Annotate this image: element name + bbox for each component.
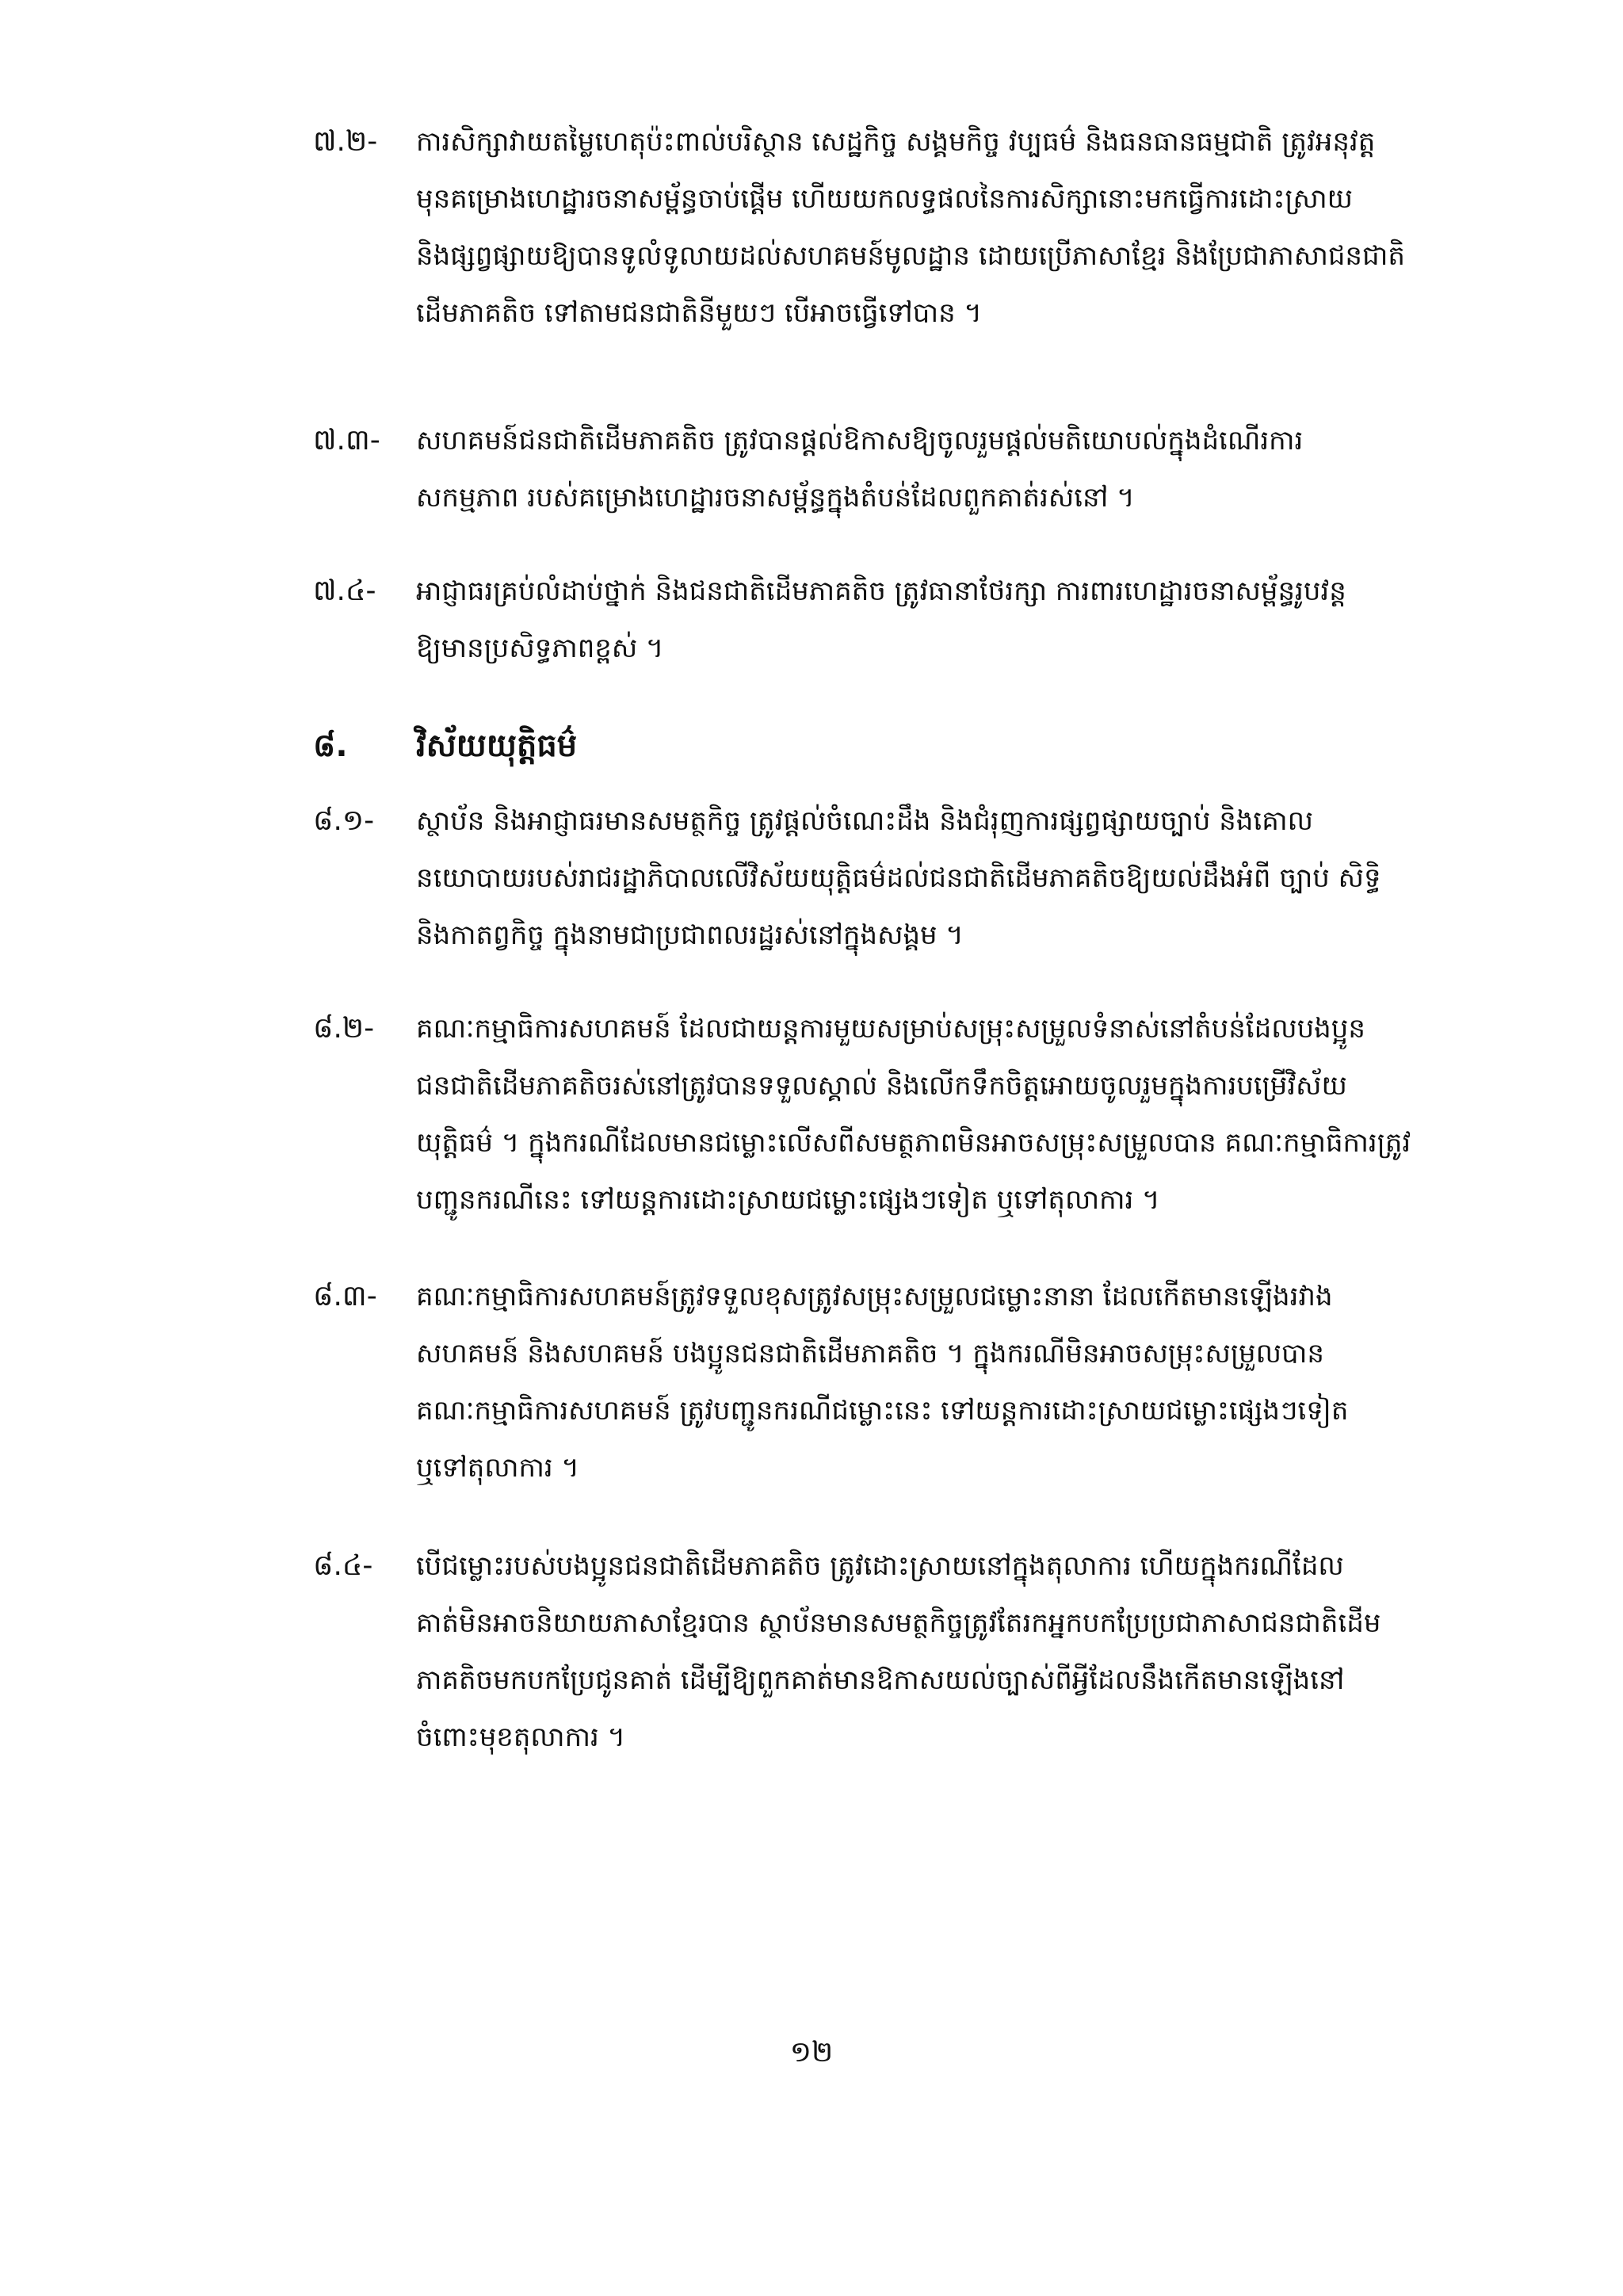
section-number: ៧.២- bbox=[313, 125, 378, 158]
section-text bbox=[416, 563, 1470, 677]
text-line: ការសិក្សាវាយតម្លៃហេតុប៉ះពាល់បរិស្ថាន សេដ្ឋកិច្ច សង្គមកិច្ច វប្បធម៌ និងធនធានធម្មជាតិ ត្រូវអនុវត្ត bbox=[416, 126, 1376, 158]
text-line: គណៈកម្មាធិការសហគមន៍ ត្រូវបញ្ជូនករណីជម្លោះនេះ ទៅយន្តការដោះស្រាយជម្លោះផ្សេងៗទៀត bbox=[416, 1395, 1349, 1427]
section-text bbox=[416, 113, 1470, 342]
section-number: ៨.១- bbox=[313, 804, 375, 837]
section-text bbox=[416, 1000, 1470, 1228]
section-text bbox=[416, 412, 1470, 526]
text-line: និងផ្សព្វផ្សាយឱ្យបានទូលំទូលាយដល់សហគមន៍មូលដ្ឋាន ដោយប្រើភាសាខ្មែរ និងប្រែជាភាសាជនជាតិ bbox=[416, 240, 1405, 272]
text-line: សកម្មភាព របស់គម្រោងហេដ្ឋារចនាសម្ព័ន្ធក្នុងតំបន់ដែលពួកគាត់រស់នៅ ។ bbox=[416, 482, 1135, 514]
section-text bbox=[416, 1538, 1470, 1766]
section-number: ៨.៣- bbox=[313, 1280, 377, 1312]
text-line: យុត្តិធម៌ ។ ក្នុងករណីដែលមានជម្លោះលើសពីសមត្ថភាពមិនអាចសម្រុះសម្រួលបាន គណៈកម្មាធិការត្រូវ bbox=[416, 1127, 1411, 1159]
text-line: គណៈកម្មាធិការសហគមន៍ត្រូវទទួលខុសត្រូវសម្រុះសម្រួលជម្លោះនានា ដែលកើតមានឡើងរវាង bbox=[416, 1281, 1333, 1312]
text-line: ដើមភាគតិច ទៅតាមជនជាតិនីមួយៗ បើអាចធ្វើទៅបាន ។ bbox=[416, 297, 982, 329]
text-line: ភាគតិចមកបកប្រែជូនគាត់ ដើម្បីឱ្យពួកគាត់មានឱកាសយល់ច្បាស់ពីអ្វីដែលនឹងកើតមានឡើងនៅ bbox=[416, 1664, 1345, 1696]
text-line: ស្ថាប័ន និងអាជ្ញាធរមានសមត្ថកិច្ច ត្រូវផ្តល់ចំណេះដឹង និងជំរុញការផ្សព្វផ្សាយច្បាប់ និងគោល bbox=[416, 805, 1313, 837]
section-number: ៧.៤- bbox=[313, 575, 376, 607]
text-line: ជនជាតិដើមភាគតិចរស់នៅត្រូវបានទទួលស្គាល់ និងលើកទឹកចិត្តអោយចូលរួមក្នុងការបម្រើវិស័យ bbox=[416, 1070, 1347, 1102]
section-text bbox=[416, 1268, 1470, 1496]
text-line: បញ្ជូនករណីនេះ ទៅយន្តការដោះស្រាយជម្លោះផ្សេងៗទៀត ឬទៅតុលាការ ។ bbox=[416, 1184, 1160, 1216]
text-line: ឱ្យមានប្រសិទ្ធភាពខ្ពស់ ។ bbox=[416, 632, 664, 664]
text-line: គណៈកម្មាធិការសហគមន៍ ដែលជាយន្តការមួយសម្រាប់សម្រុះសម្រួលទំនាស់នៅតំបន់ដែលបងប្អូន bbox=[416, 1013, 1365, 1045]
text-line: សហគមន៍ និងសហគមន៍ បងប្អូនជនជាតិដើមភាគតិច ។ ក្នុងករណីមិនអាចសម្រុះសម្រួលបាន bbox=[416, 1338, 1324, 1370]
page-number: ១២ bbox=[789, 2036, 834, 2069]
section-number: ៨.២- bbox=[313, 1012, 375, 1045]
text-line: មុនគម្រោងហេដ្ឋារចនាសម្ព័ន្ធចាប់ផ្តើម ហើយយកលទ្ធផលនៃការសិក្សានោះមកធ្វើការដោះស្រាយ bbox=[416, 183, 1354, 215]
text-line: ឬទៅតុលាការ ។ bbox=[416, 1452, 579, 1484]
text-line: អាជ្ញាធរគ្រប់លំដាប់ថ្នាក់ និងជនជាតិដើមភាគតិច ត្រូវធានាថែរក្សា ការពារហេដ្ឋារចនាសម្ព័ន្ធរូបវន្ត bbox=[416, 575, 1346, 607]
text-line: សហគមន៍ជនជាតិដើមភាគតិច ត្រូវបានផ្តល់ឱកាសឱ្យចូលរួមផ្តល់មតិយោបល់ក្នុងដំណើរការ bbox=[416, 425, 1304, 457]
text-line: ចំពោះមុខតុលាការ ។ bbox=[416, 1721, 625, 1753]
section-number: ៨.៤- bbox=[313, 1549, 373, 1582]
section-number: ៧.៣- bbox=[313, 424, 380, 457]
section-text bbox=[416, 793, 1470, 964]
section-heading bbox=[313, 717, 577, 774]
heading-title: វិស័យយុត្តិធម៌ bbox=[416, 728, 578, 764]
text-line: គាត់មិនអាចនិយាយភាសាខ្មែរបាន ស្ថាប័នមានសមត្ថកិច្ចត្រូវតែរកអ្នកបកប្រែប្រជាភាសាជនជាតិដើម bbox=[416, 1607, 1381, 1639]
text-line: នយោបាយរបស់រាជរដ្ឋាភិបាលលើវិស័យយុត្តិធម៌ដល់ជនជាតិដើមភាគតិចឱ្យយល់ដឹងអំពី ច្បាប់ សិទ្ធិ bbox=[416, 862, 1381, 894]
text-line: បើជម្លោះរបស់បងប្អូនជនជាតិដើមភាគតិច ត្រូវដោះស្រាយនៅក្នុងតុលាការ ហើយក្នុងករណីដែល bbox=[416, 1550, 1344, 1582]
text-line: និងកាតព្វកិច្ច ក្នុងនាមជាប្រជាពលរដ្ឋរស់នៅក្នុងសង្គម ។ bbox=[416, 919, 964, 951]
heading-number: ៨. bbox=[313, 728, 348, 764]
